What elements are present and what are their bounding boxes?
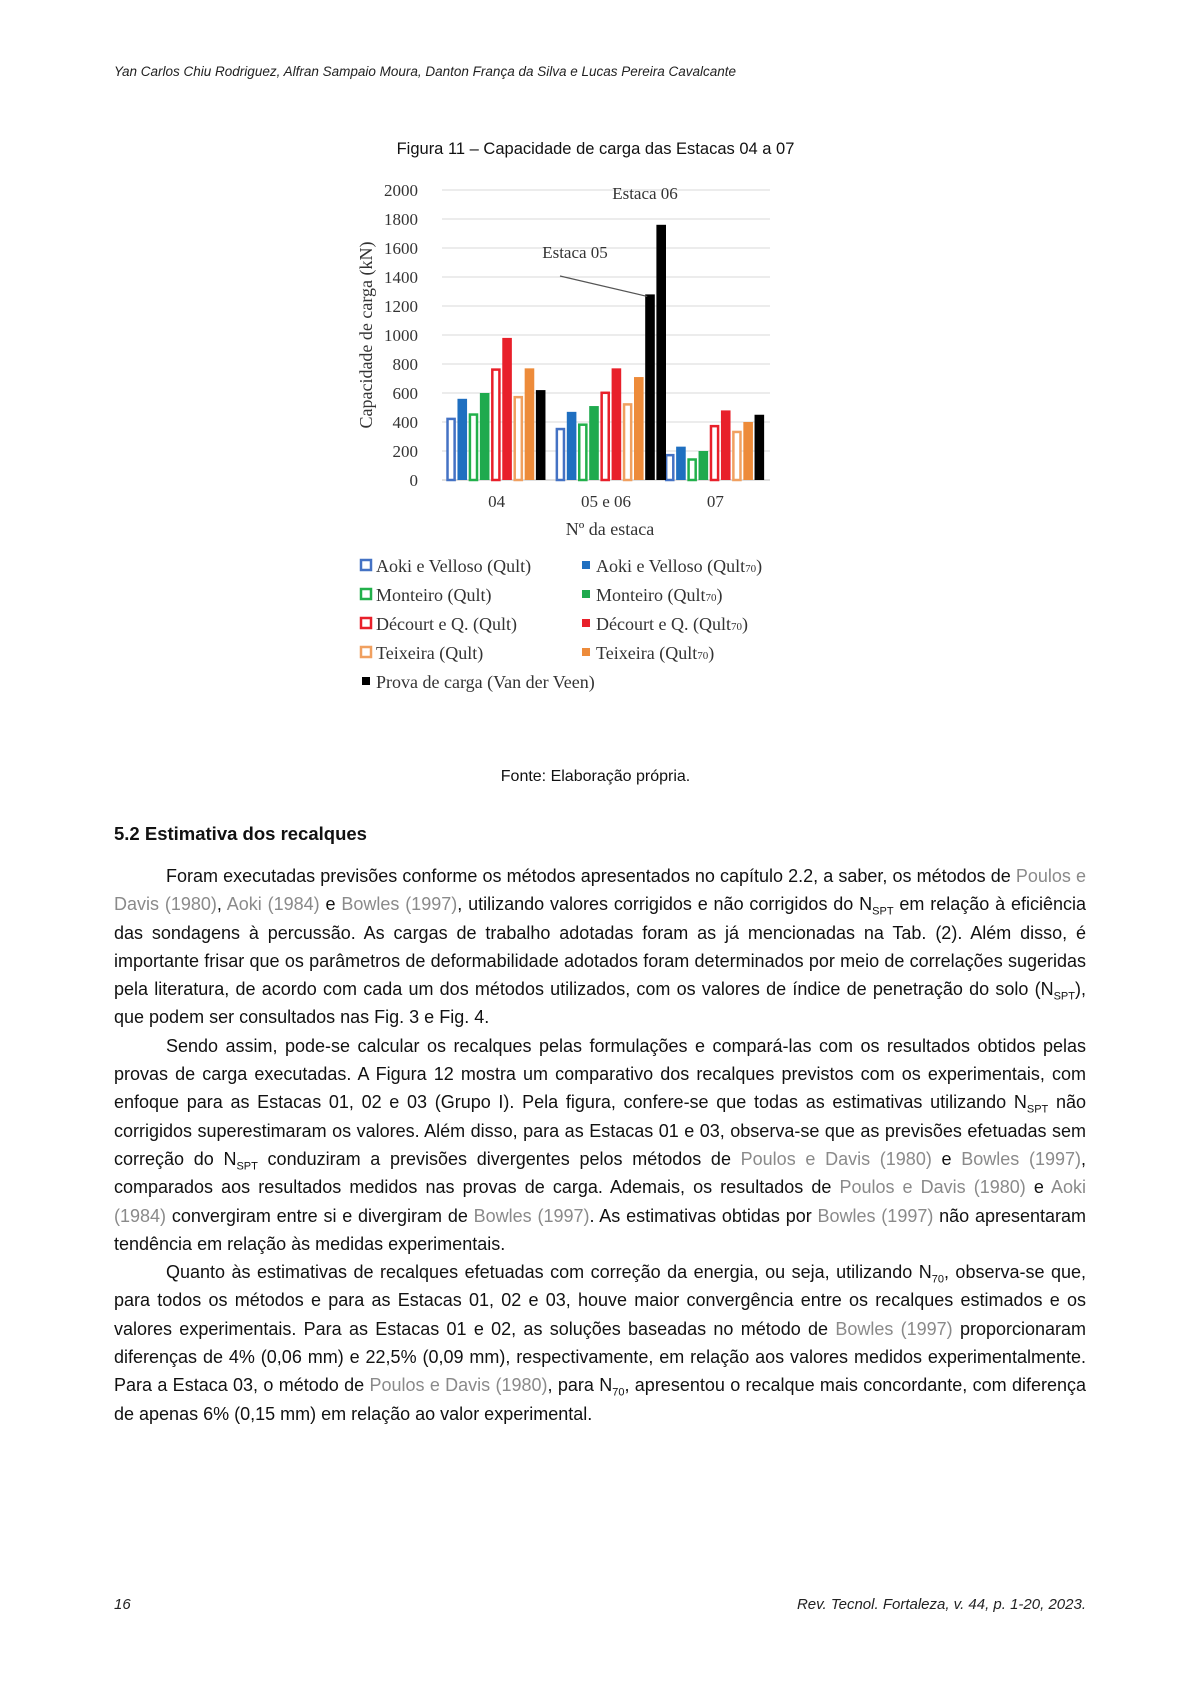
legend-label: Teixeira (Qult)	[376, 643, 484, 663]
citation-link[interactable]: Bowles (1997)	[961, 1148, 1081, 1169]
legend-label	[596, 585, 723, 606]
text-run: e	[319, 894, 342, 915]
bar-monteiro-qult70	[589, 406, 599, 480]
text-run: Quanto às estimativas de recalques efetuadas com correção da energia, ou seja, utilizando N	[166, 1262, 932, 1283]
text-run: ,	[216, 894, 227, 915]
body-paragraph	[114, 1032, 1086, 1258]
text-run: em relação à eficiência das sondagens à percussão. As cargas de trabalho adotadas foram as já mencionadas na Tab. (2). Além disso, é importante frisar que os parâmetros de deformabilidade adotados foram determinados por meio de correlações sugeridas pela literatura, de acordo com cada um dos métodos utilizados, com os valores de índice de penetração do solo (N	[114, 894, 1086, 1000]
legend-label	[596, 614, 748, 635]
bar-teixeira-qult70	[743, 422, 753, 480]
legend-swatch	[361, 618, 371, 628]
bar-teixeira-qult70	[634, 377, 644, 480]
x-tick-label: 07	[706, 492, 724, 511]
legend-swatch	[582, 590, 590, 598]
citation-link[interactable]: Aoki (1984)	[226, 894, 320, 915]
legend-label-part: )	[716, 585, 723, 605]
y-tick-label: 0	[409, 471, 418, 490]
page-number: 16	[114, 1596, 131, 1613]
bar-aoki-e-velloso-qult70	[676, 447, 686, 480]
citation-link[interactable]: Poulos e Davis (1980)	[114, 866, 1086, 915]
annotation-estaca-05: Estaca 05	[542, 243, 608, 262]
bar-d-court-e-q-qult	[492, 370, 499, 480]
annotation-leader-line	[560, 276, 647, 296]
y-tick-label: 1800	[384, 210, 418, 229]
annotation-estaca-06: Estaca 06	[612, 184, 678, 203]
bar-monteiro-qult70	[699, 451, 709, 480]
legend-label-part: )	[741, 614, 748, 634]
bar-d-court-e-q-qult	[711, 426, 718, 480]
bar-teixeira-qult	[515, 397, 522, 480]
legend-swatch	[361, 560, 371, 570]
y-tick-label: 1400	[384, 268, 418, 287]
citation-link[interactable]: Bowles (1997)	[835, 1318, 953, 1339]
bar-d-court-e-q-qult70	[612, 368, 622, 480]
text-run: não apresentaram tendência em relação às medidas experimentais.	[114, 1205, 1087, 1254]
bar-d-court-e-q-qult	[602, 393, 609, 480]
section-title: 5.2 Estimativa dos recalques	[114, 823, 367, 844]
subscript: 70	[612, 1386, 625, 1399]
citation-link[interactable]: Bowles (1997)	[473, 1205, 590, 1226]
text-run: não corrigidos superestimaram os valores. Além disso, para as Estacas 01 e 03, observa-se que as previsões efetuadas sem correção do N	[114, 1092, 1086, 1169]
bar-d-court-e-q-qult70	[502, 338, 512, 480]
bar-aoki-e-velloso-qult70	[567, 412, 577, 480]
x-tick-label: 05 e 06	[580, 492, 632, 511]
x-axis-title: Nº da estaca	[565, 519, 655, 539]
legend-label	[596, 643, 714, 664]
bar-prova-de-carga-van-der-veen	[755, 415, 765, 480]
y-tick-label: 400	[392, 413, 418, 432]
bar-aoki-e-velloso-qult70	[457, 399, 467, 480]
legend-label-sub: 70	[745, 563, 757, 575]
text-run: convergiram entre si e divergiram de	[166, 1205, 474, 1226]
citation-link[interactable]: Poulos e Davis (1980)	[369, 1375, 548, 1396]
bar-teixeira-qult	[624, 404, 631, 480]
subscript: SPT	[872, 905, 894, 918]
subscript: SPT	[236, 1160, 258, 1173]
text-run: , apresentou o recalque mais concordante, com diferença de apenas 6% (0,15 mm) em relação ao valor experimental.	[114, 1375, 1087, 1424]
legend-label: Monteiro (Qult)	[376, 585, 492, 605]
x-tick-label: 04	[488, 492, 506, 511]
citation-link[interactable]: Poulos e Davis (1980)	[740, 1148, 932, 1169]
text-run: , observa-se que, para todos os métodos e para as Estacas 01, 02 e 03, houve maior convergência entre os recalques estimados e os valores experimentais. Para as Estacas 01 e 02, as soluções baseadas no método de	[114, 1262, 1086, 1339]
legend-label-part: Aoki e Velloso (Qult	[596, 556, 746, 576]
legend-swatch	[361, 589, 371, 599]
citation-link[interactable]: Aoki (1984)	[114, 1177, 1087, 1226]
text-run: . As estimativas obtidas por	[589, 1205, 818, 1226]
bar-d-court-e-q-qult70	[721, 410, 731, 480]
y-tick-label: 1000	[384, 326, 418, 345]
figure-source: Fonte: Elaboração própria.	[500, 768, 691, 785]
subscript: SPT	[1053, 990, 1075, 1003]
bar-aoki-e-velloso-qult	[666, 455, 673, 480]
text-run: , para N	[547, 1375, 613, 1396]
y-tick-label: 600	[392, 384, 418, 403]
text-run: conduziram a previsões divergentes pelos métodos de	[257, 1148, 741, 1169]
text-run: , utilizando valores corrigidos e não corrigidos do N	[457, 894, 873, 915]
bar-chart	[356, 176, 800, 736]
bar-aoki-e-velloso-qult	[448, 419, 455, 480]
bar-monteiro-qult	[579, 425, 586, 480]
figure-caption: Figura 11 – Capacidade de carga das Estacas 04 a 07	[396, 140, 795, 158]
legend-label-part: )	[756, 556, 763, 576]
bar-prova-de-carga-estaca-05	[645, 294, 655, 480]
y-tick-label: 1600	[384, 239, 418, 258]
bar-teixeira-qult	[733, 432, 740, 480]
text-run: e	[931, 1148, 962, 1169]
y-tick-label: 1200	[384, 297, 418, 316]
y-tick-label: 200	[392, 442, 418, 461]
text-run: Sendo assim, pode-se calcular os recalques pelas formulações e compará-las com os resultados obtidos pelas provas de carga executadas. A Figura 12 mostra um comparativo dos recalques previstos com os experimentais, com enfoque para as Estacas 01, 02 e 03 (Grupo I). Pela figura, confere-se que todas as estimativas utilizando N	[114, 1035, 1086, 1113]
legend-label-part: Décourt e Q. (Qult	[596, 614, 731, 634]
legend-label-part: Monteiro (Qult	[596, 585, 706, 605]
subscript: SPT	[1026, 1103, 1049, 1116]
citation-link[interactable]: Bowles (1997)	[341, 894, 458, 915]
y-tick-label: 2000	[384, 181, 418, 200]
text-run: ), que podem ser consultados nas Fig. 3 e Fig. 4.	[114, 979, 1086, 1028]
y-axis-title: Capacidade de carga (kN)	[356, 241, 376, 429]
journal-citation: Rev. Tecnol. Fortaleza, v. 44, p. 1-20, 2023.	[796, 1596, 1086, 1613]
legend-label: Aoki e Velloso (Qult)	[376, 556, 532, 576]
citation-link[interactable]: Poulos e Davis (1980)	[839, 1177, 1026, 1198]
text-run: , comparados aos resultados medidos nas provas de carga. Ademais, os resultados de	[114, 1148, 1087, 1198]
text-run: Foram executadas previsões conforme os métodos apresentados no capítulo 2.2, a saber, os métodos de	[166, 866, 1016, 886]
bar-prova-de-carga-van-der-veen	[536, 390, 546, 480]
legend-swatch	[582, 648, 590, 656]
body-paragraph	[114, 862, 1086, 1032]
legend-label-sub: 70	[697, 650, 709, 662]
text-run: proporcionaram diferenças de 4% (0,06 mm) e 22,5% (0,09 mm), respectivamente, em relação aos valores medidos experimentalmente. Para a Estaca 03, o método de	[114, 1318, 1087, 1396]
legend-label-part: Teixeira (Qult	[596, 643, 698, 663]
bar-aoki-e-velloso-qult	[557, 429, 564, 480]
legend-label: Décourt e Q. (Qult)	[376, 614, 517, 634]
legend-label	[596, 556, 762, 577]
bar-teixeira-qult70	[525, 368, 535, 480]
bar-monteiro-qult70	[480, 393, 490, 480]
legend-swatch	[582, 561, 590, 569]
citation-link[interactable]: Bowles (1997)	[817, 1205, 934, 1226]
bar-prova-de-carga-estaca-06	[656, 225, 666, 480]
bar-monteiro-qult	[689, 460, 696, 481]
legend-swatch	[361, 647, 371, 657]
section-body	[114, 862, 1086, 1428]
bar-monteiro-qult	[470, 415, 477, 480]
legend-label: Prova de carga (Van der Veen)	[376, 672, 595, 692]
legend-label-sub: 70	[705, 592, 717, 604]
legend-swatch	[362, 677, 370, 685]
body-paragraph	[114, 1258, 1086, 1428]
text-run: e	[1025, 1177, 1051, 1198]
legend-label-part: )	[708, 643, 715, 663]
legend-swatch	[582, 619, 590, 627]
subscript: 70	[931, 1273, 944, 1286]
running-head-authors: Yan Carlos Chiu Rodriguez, Alfran Sampaio Moura, Danton França da Silva e Lucas Pereira Cavalcante	[114, 64, 737, 79]
legend-label-sub: 70	[730, 621, 742, 633]
y-tick-label: 800	[392, 355, 418, 374]
